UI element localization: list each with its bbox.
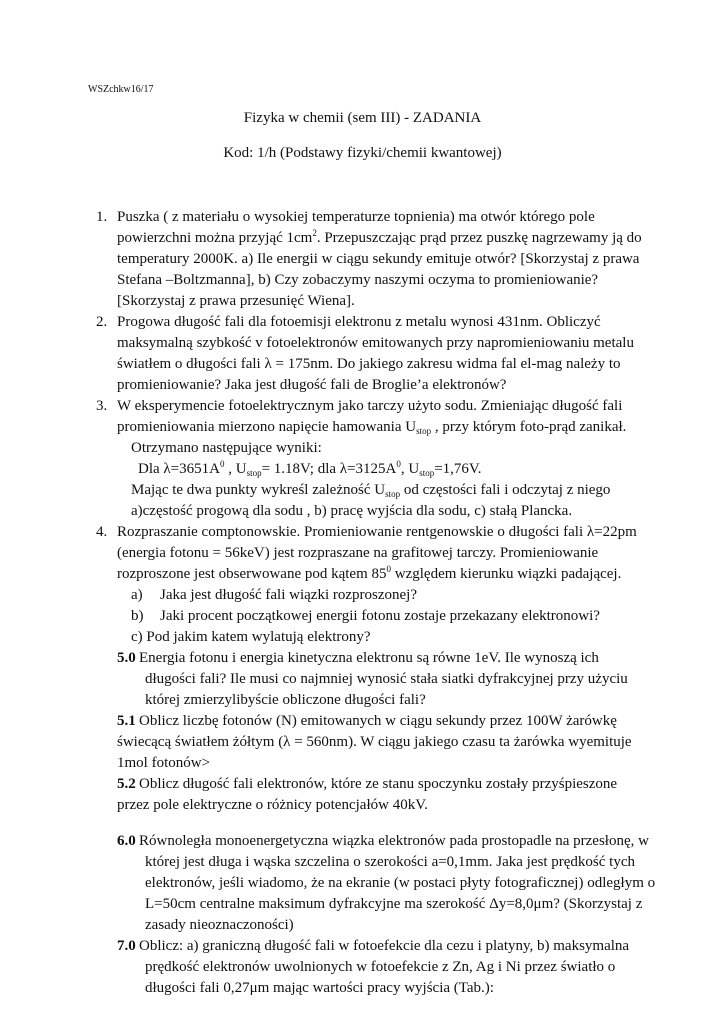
task-text-line: 1mol fotonów> xyxy=(117,755,211,771)
task-text-line: Energia fotonu i energia kinetyczna elektronu są równe 1eV. Ile wynoszą ich xyxy=(139,650,599,666)
task-number: 3. xyxy=(96,398,108,414)
task-text-line: której jest długa i wąska szczelina o szerokości a=0,1mm. Jaka jest prędkość tych xyxy=(145,854,635,870)
task-text-line: elektronów, jeśli wiadomo, że na ekranie (w postaci płyty fotograficznej) odległym o xyxy=(145,875,656,891)
task-text-line: Puszka ( z materiału o wysokiej temperaturze topnienia) ma otwór którego pole xyxy=(117,209,595,225)
task-text-line: Dla $\lambda=3651A^0$ , $U_{stop}= 1.18V$; dla $\lambda=3125A^0$, $U_{stop}=1,76V$. xyxy=(138,459,482,478)
task-text-line: powierzchni można przyjąć $1cm^2$. Przepuszczając prąd przez puszkę nagrzewamy ją do xyxy=(117,228,642,246)
task-number: 5.1 xyxy=(117,713,136,729)
task-text-line: Równoległa monoenergetyczna wiązka elektronów pada prostopadle na przesłonę, w xyxy=(139,833,649,849)
task-number: 6.0 xyxy=(117,833,136,849)
task-text-line: promieniowanie? Jaka jest długość fali de Broglie’a elektronów? xyxy=(117,377,507,393)
task-text-line: światłem o długości fali λ = 175nm. Do jakiego zakresu widma fal el-mag należy to xyxy=(117,356,621,372)
task-text-line: Mając te dwa punkty wykreśl zależność $U_{stop}$ od częstości fali i odczytaj z niego xyxy=(131,482,611,499)
task-number: 5.2 xyxy=(117,776,136,792)
task-text-line: Oblicz długość fali elektronów, które ze stanu spoczynku zostały przyśpieszone xyxy=(139,776,618,792)
task-text-line: zasady nieoznaczoności) xyxy=(145,917,294,933)
subtask-text: c) Pod jakim katem wylatują elektrony? xyxy=(131,629,371,645)
task-text-line: długości fali 0,27μm mając wartości pracy wyjścia (Tab.): xyxy=(145,980,494,996)
task-text-line: [Skorzystaj z prawa przesunięć Wiena]. xyxy=(117,293,355,309)
task-text-line: rozproszone jest obserwowane pod kątem $85^0$ względem kierunku wiązki padającej. xyxy=(117,564,622,582)
task-text-line: długości fali? Ile musi co najmniej wynosić stała siatki dyfrakcyjnej przy użyciu xyxy=(145,671,628,687)
task-text-line: temperatury 2000K. a) Ile energii w ciągu sekundy emituje otwór? [Skorzystaj z prawa xyxy=(117,251,640,267)
subtask-text: Jaki procent początkowej energii fotonu zostaje przekazany elektronowi? xyxy=(160,608,600,624)
task-number: 7.0 xyxy=(117,938,136,954)
task-number: 2. xyxy=(96,314,108,330)
task-text-line: a)częstość progową dla sodu , b) pracę wyjścia dla sodu, c) stałą Plancka. xyxy=(131,503,573,519)
task-text-line: promieniowania mierzono napięcie hamowania $U_{stop}$ , przy którym foto-prąd zanikał. xyxy=(117,419,627,436)
task-text-line: Progowa długość fali dla fotoemisji elektronu z metalu wynosi 431nm. Obliczyć xyxy=(117,314,601,330)
task-text-line: (energia fotonu = 56keV) jest rozpraszane na grafitowej tarczy. Promieniowanie xyxy=(117,545,599,561)
subtask-label: a) xyxy=(131,587,143,603)
task-text-line: Rozpraszanie comptonowskie. Promieniowanie rentgenowskie o długości fali λ=22pm xyxy=(117,524,637,540)
task-text-line: Otrzymano następujące wyniki: xyxy=(131,440,322,456)
task-text-line: Oblicz: a) graniczną długość fali w fotoefekcie dla cezu i platyny, b) maksymalna xyxy=(139,938,630,954)
task-text-line: świecącą światłem żółtym (λ = 560nm). W ciągu jakiego czasu ta żarówka wyemituje xyxy=(117,734,632,750)
subtask-text: Jaka jest długość fali wiązki rozproszonej? xyxy=(160,587,417,603)
task-number: 4. xyxy=(96,524,108,540)
task-number: 1. xyxy=(96,209,108,225)
task-text-line: której zmierzylibyście obliczone długości fali? xyxy=(145,692,426,708)
task-text-line: przez pole elektryczne o różnicy potencjałów 40kV. xyxy=(117,797,428,813)
task-text-line: prędkość elektronów uwolnionych w fotoefekcie z Zn, Ag i Ni przez światło o xyxy=(145,959,616,975)
task-text-line: Stefana –Boltzmanna], b) Czy zobaczymy naszymi oczyma to promieniowanie? xyxy=(117,272,599,288)
task-text-line: Oblicz liczbę fotonów (N) emitowanych w ciągu sekundy przez 100W żarówkę xyxy=(139,713,617,729)
subtask-label: b) xyxy=(131,608,144,624)
task-number: 5.0 xyxy=(117,650,136,666)
document-subtitle: Kod: 1/h (Podstawy fizyki/chemii kwantowej) xyxy=(223,145,502,161)
task-text-line: maksymalną szybkość v fotoelektronów emitowanych przy napromieniowaniu metalu xyxy=(117,335,634,351)
document-title: Fizyka w chemii (sem III) - ZADANIA xyxy=(243,110,482,126)
document-code: WSZchkw16/17 xyxy=(88,84,154,95)
task-text-line: W eksperymencie fotoelektrycznym jako tarczy użyto sodu. Zmieniając długość fali xyxy=(117,398,623,414)
task-text-line: L=50cm centralne maksimum dyfrakcyjne ma szerokość Δy=8,0μm? (Skorzystaj z xyxy=(145,896,643,912)
